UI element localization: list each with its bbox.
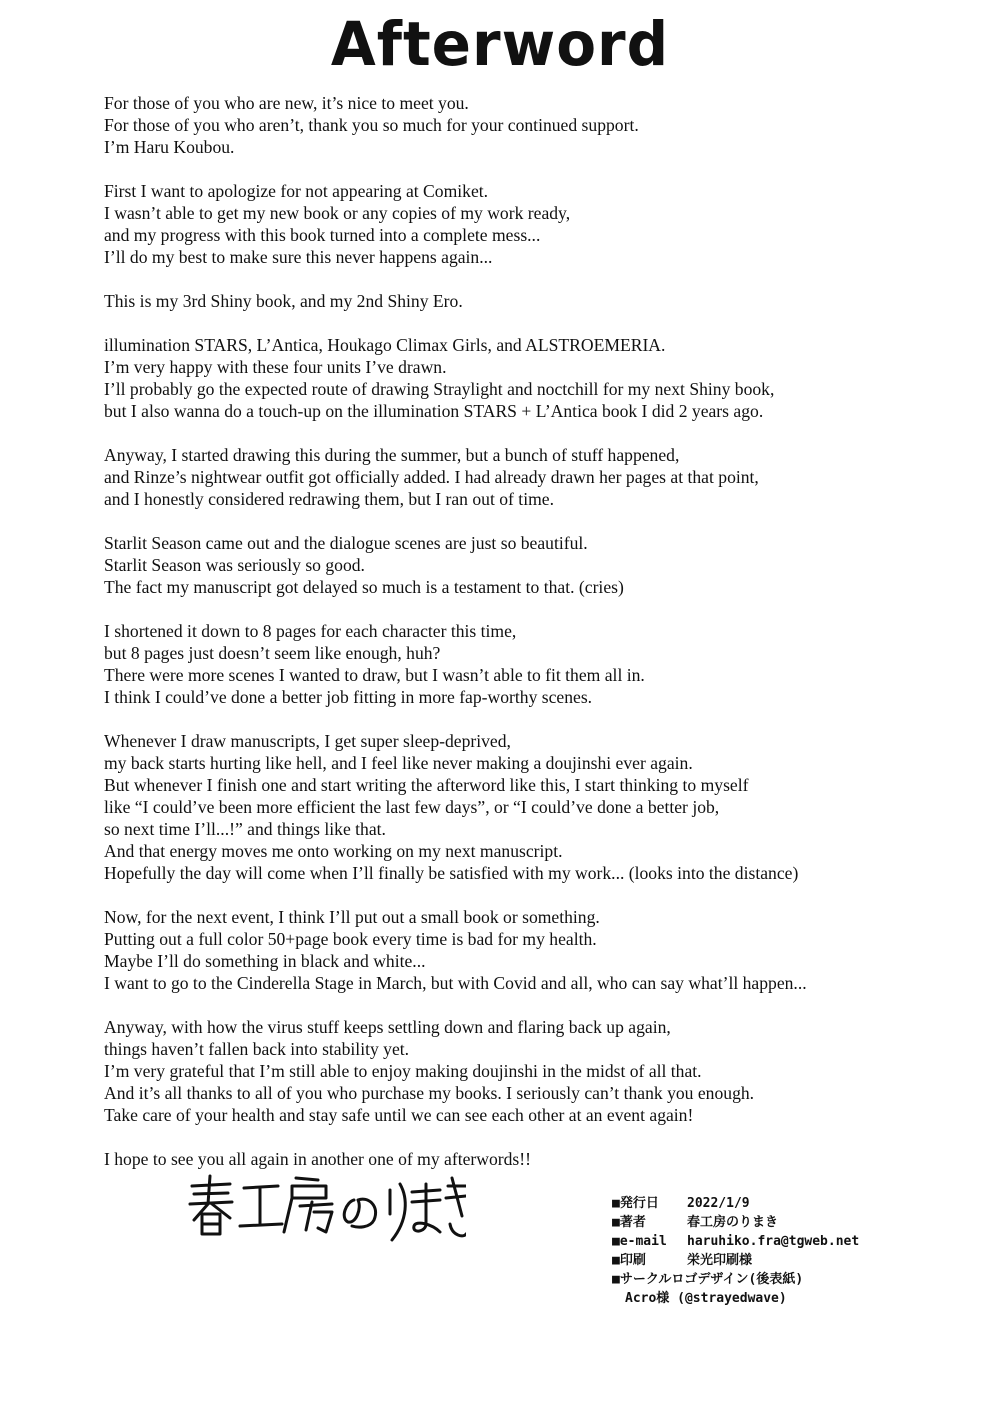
text-line: And that energy moves me onto working on my next manuscript. [104,841,563,861]
text-line: things haven’t fallen back into stability yet. [104,1039,410,1059]
paragraph [104,1148,964,1170]
text-line: But whenever I finish one and start writing the afterword like this, I start thinking to myself [104,775,749,795]
paragraph [104,730,964,884]
text-line: I think I could’ve done a better job fitting in more fap-worthy scenes. [104,687,593,707]
text-line: I wasn’t able to get my new book or any copies of my work ready, [104,203,571,223]
text-line: Now, for the next event, I think I’ll put out a small book or something. [104,907,600,927]
colophon-email-value: haruhiko.fra@tgweb.net [687,1234,860,1249]
colophon-logo-label: ■サークルロゴデザイン(後表紙) [612,1272,804,1287]
text-line: Whenever I draw manuscripts, I get super sleep-deprived, [104,731,511,751]
handwritten-signature [186,1172,466,1252]
text-line: Maybe I’ll do something in black and white... [104,951,426,971]
paragraph [104,532,964,598]
text-line: but 8 pages just doesn’t seem like enough, huh? [104,643,441,663]
paragraph [104,180,964,268]
text-line: This is my 3rd Shiny book, and my 2nd Shiny Ero. [104,291,463,311]
text-line: There were more scenes I wanted to draw, but I wasn’t able to fit them all in. [104,665,645,685]
colophon-print-label: ■印刷 [612,1253,646,1268]
text-line: and Rinze’s nightwear outfit got officially added. I had already drawn her pages at that point, [104,467,759,487]
text-line: First I want to apologize for not appearing at Comiket. [104,181,489,201]
text-line: For those of you who aren’t, thank you so much for your continued support. [104,115,639,135]
text-line: I’m Haru Koubou. [104,137,235,157]
colophon-author-label: ■著者 [612,1215,646,1230]
text-line: The fact my manuscript got delayed so much is a testament to that. (cries) [104,577,624,597]
text-line: and I honestly considered redrawing them, but I ran out of time. [104,489,554,509]
text-line: my back starts hurting like hell, and I feel like never making a doujinshi ever again. [104,753,693,773]
colophon-date-value: 2022/1/9 [687,1196,750,1211]
text-line: For those of you who are new, it’s nice to meet you. [104,93,469,113]
text-line: illumination STARS, L’Antica, Houkago Climax Girls, and ALSTROEMERIA. [104,335,666,355]
page-title: Afterword [330,8,670,80]
text-line: Anyway, with how the virus stuff keeps settling down and flaring back up again, [104,1017,671,1037]
text-line: I’m very grateful that I’m still able to enjoy making doujinshi in the midst of all that. [104,1061,702,1081]
colophon-print-value: 栄光印刷様 [687,1253,753,1268]
colophon-print-row [612,1251,952,1270]
colophon-email-row [612,1232,952,1251]
text-line: I shortened it down to 8 pages for each character this time, [104,621,517,641]
colophon-date-row [612,1194,952,1213]
text-line: like “I could’ve been more efficient the last few days”, or “I could’ve done a better job, [104,797,720,817]
paragraph [104,334,964,422]
text-line: I’ll do my best to make sure this never happens again... [104,247,493,267]
text-line: Take care of your health and stay safe until we can see each other at an event again! [104,1105,694,1125]
text-line: so next time I’ll...!” and things like that. [104,819,386,839]
text-line: I want to go to the Cinderella Stage in March, but with Covid and all, who can say what’ll happen... [104,973,807,993]
text-line: Starlit Season came out and the dialogue scenes are just so beautiful. [104,533,588,553]
paragraph [104,92,964,158]
colophon-email-label: ■e-mail [612,1234,667,1249]
text-line: Anyway, I started drawing this during the summer, but a bunch of stuff happened, [104,445,680,465]
paragraph [104,444,964,510]
text-line: Hopefully the day will come when I’ll finally be satisfied with my work... (looks into the distance) [104,863,799,883]
text-line: Putting out a full color 50+page book every time is bad for my health. [104,929,597,949]
colophon [612,1194,952,1308]
text-line: I’m very happy with these four units I’ve drawn. [104,357,447,377]
text-line: I hope to see you all again in another one of my afterwords!! [104,1149,531,1169]
colophon-author-row [612,1213,952,1232]
colophon-author-value: 春工房のりまき [687,1215,779,1230]
text-line: And it’s all thanks to all of you who purchase my books. I seriously can’t thank you enough. [104,1083,755,1103]
text-line: but I also wanna do a touch-up on the illumination STARS + L’Antica book I did 2 years ago. [104,401,764,421]
paragraph [104,620,964,708]
paragraph [104,1016,964,1126]
paragraph [104,290,964,312]
colophon-logo-credit: Acro様 (@strayedwave) [625,1291,787,1306]
paragraph [104,906,964,994]
text-line: and my progress with this book turned into a complete mess... [104,225,541,245]
colophon-date-label: ■発行日 [612,1196,659,1211]
text-line: Starlit Season was seriously so good. [104,555,365,575]
text-line: I’ll probably go the expected route of drawing Straylight and noctchill for my next Shiny book, [104,379,775,399]
afterword-body [104,92,964,1192]
